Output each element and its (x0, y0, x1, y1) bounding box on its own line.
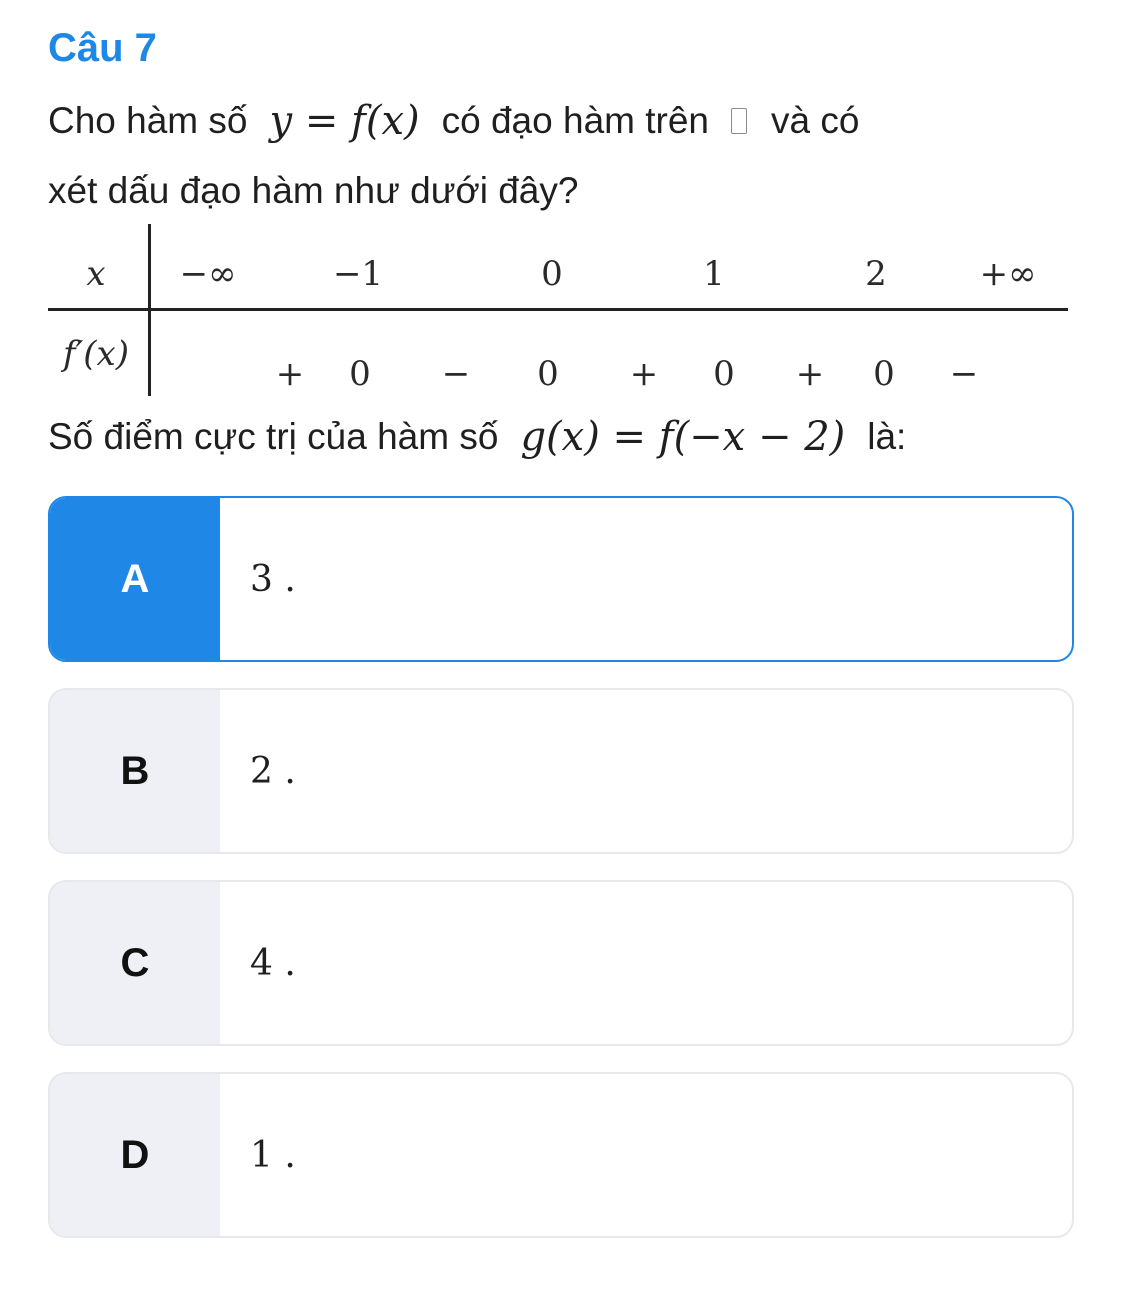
sign-value: − (441, 354, 471, 394)
sign-value: 0 (713, 354, 735, 394)
question-text-mid: có đạo hàm trên (441, 100, 710, 141)
row-label-x: x (86, 254, 106, 294)
sign-value: + (275, 354, 305, 394)
x-value: −1 (332, 254, 384, 294)
option-letter: A (50, 498, 220, 660)
option-text: 1 . (250, 1134, 296, 1176)
option-letter: D (50, 1074, 220, 1236)
sign-table-horizontal-divider (48, 308, 1068, 311)
option-text: 4 . (250, 942, 296, 984)
answer-option-b[interactable] (48, 688, 1074, 854)
sign-value: 0 (537, 354, 559, 394)
answer-option-d[interactable] (48, 1072, 1074, 1238)
function-expression: g(x) = f(−x − 2) (520, 414, 846, 460)
x-value: 1 (703, 254, 725, 294)
option-letter: C (50, 882, 220, 1044)
function-expression: y = f(x) (269, 98, 420, 144)
answer-option-c[interactable] (48, 880, 1074, 1046)
option-letter: B (50, 690, 220, 852)
question-text-suffix: là: (867, 416, 907, 457)
missing-glyph-icon (731, 108, 747, 134)
x-value: 2 (865, 254, 887, 294)
option-text: 3 . (250, 558, 296, 600)
sign-table (48, 224, 1068, 396)
sign-value: 0 (349, 354, 371, 394)
x-value: +∞ (979, 254, 1037, 294)
question-text-prefix: Cho hàm số (48, 100, 248, 141)
sign-value: + (629, 354, 659, 394)
sign-value: 0 (873, 354, 895, 394)
sign-value: + (795, 354, 825, 394)
x-value: −∞ (179, 254, 237, 294)
question-title: Câu 7 (48, 26, 157, 70)
question-text-prefix: Số điểm cực trị của hàm số (48, 416, 499, 457)
sign-value: − (949, 354, 979, 394)
row-label-fprime: f′(x) (62, 334, 130, 374)
question-line-1 (48, 98, 859, 144)
x-value: 0 (541, 254, 563, 294)
answer-option-a[interactable] (48, 496, 1074, 662)
option-text: 2 . (250, 750, 296, 792)
question-line-3 (48, 414, 906, 460)
question-text-suffix: và có (771, 100, 860, 141)
question-line-2: xét dấu đạo hàm như dưới đây? (48, 170, 579, 211)
